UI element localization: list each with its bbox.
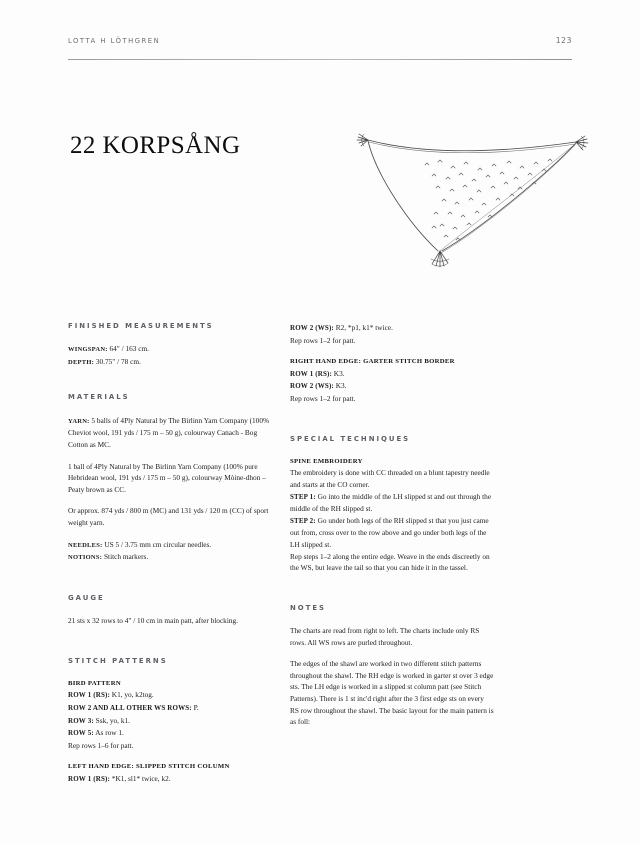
bird-pattern-block xyxy=(68,678,272,752)
materials-block xyxy=(68,415,272,564)
yarn-approx-paragraph: Or approx. 874 yds / 800 m (MC) and 131 yds / 120 m (CC) of sport weight yarn. xyxy=(68,506,269,527)
running-header xyxy=(68,36,572,58)
row-text: R2, *p1, k1* twice. xyxy=(333,323,393,332)
bird-pattern-row xyxy=(68,702,272,715)
bird-pattern-row xyxy=(68,715,272,728)
header-divider xyxy=(68,59,572,60)
row-label: ROW 2 (WS): xyxy=(290,324,334,332)
step-text: Go into the middle of the LH slipped st and out through the middle of the RH slipped st. xyxy=(290,491,492,514)
gauge-text: 21 sts x 32 rows to 4" / 10 cm in main patt, after blocking. xyxy=(68,615,238,625)
left-hand-edge-row xyxy=(68,773,272,786)
right-column xyxy=(290,322,494,728)
row-text: Ssk, yo, k1. xyxy=(93,715,130,725)
bird-pattern-row xyxy=(68,727,272,740)
row-label: ROW 1 (RS): xyxy=(290,369,332,378)
page-number: 123 xyxy=(555,36,572,45)
wingspan-line xyxy=(68,343,272,356)
left-hand-edge-row xyxy=(290,322,494,335)
spine-embroidery-intro: The embroidery is done with CC threaded on a blunt tapestry needle and starts at the CO corner. xyxy=(290,468,490,490)
page-title: 22 KORPSÅNG xyxy=(70,132,241,159)
spine-embroidery-block xyxy=(290,456,494,574)
spine-embroidery-step-2 xyxy=(290,515,494,551)
spine-embroidery-step-1 xyxy=(290,491,494,515)
notions-value: Stitch markers. xyxy=(102,552,149,562)
left-hand-edge-repeat: Rep rows 1–2 for patt. xyxy=(290,335,356,345)
yarn-cc-paragraph: 1 ball of 4Ply Natural by The Birlinn Yarn Company (100% pure Hebridean wool, 191 yds / 175 m – 50 g), colourway Mòine-dhon – Peaty brown as CC. xyxy=(68,461,266,494)
notes-paragraph: The charts are read from right to left. The charts include only RS rows. All WS rows are purled throughout. xyxy=(290,626,480,647)
bird-pattern-name: BIRD PATTERN xyxy=(68,679,121,687)
yarn-mc-paragraph xyxy=(68,415,272,451)
section-heading-stitch-patterns: STITCH PATTERNS xyxy=(68,656,168,665)
left-hand-edge-continued-block xyxy=(290,322,494,346)
bird-pattern-row xyxy=(68,689,272,702)
row-label: ROW 1 (RS): xyxy=(68,775,110,783)
header-author: LOTTA H LÖTHGREN xyxy=(68,37,161,45)
right-hand-edge-repeat: Rep rows 1–2 for patt. xyxy=(290,393,356,403)
step-label: STEP 1: xyxy=(290,492,316,501)
wingspan-label: WINGSPAN: xyxy=(68,346,108,354)
section-heading-special-techniques: SPECIAL TECHNIQUES xyxy=(290,434,411,443)
row-label: ROW 5: xyxy=(68,729,94,738)
spine-embroidery-name: SPINE EMBROIDERY xyxy=(290,457,363,465)
left-hand-edge-block xyxy=(68,761,272,785)
notions-label: NOTIONS: xyxy=(68,554,103,562)
right-hand-edge-row xyxy=(290,380,494,393)
bird-pattern-repeat: Rep rows 1–6 for patt. xyxy=(68,740,134,750)
depth-value: 30.75" / 78 cm. xyxy=(94,356,141,366)
row-text: K3. xyxy=(331,368,345,378)
shawl-illustration xyxy=(352,118,590,278)
row-label: ROW 2 (WS): xyxy=(290,382,334,391)
needles-label: NEEDLES: xyxy=(68,541,103,549)
row-label: ROW 1 (RS): xyxy=(68,691,110,700)
right-hand-edge-block xyxy=(290,356,494,404)
row-text: K3. xyxy=(333,381,347,391)
row-text: K1, yo, k2tog. xyxy=(109,690,154,700)
finished-measurements-block xyxy=(68,343,272,368)
step-text: Go under both legs of the RH slipped st that you just came out from, cross over to the row above and go under both legs of the LH slipped st. xyxy=(290,515,489,549)
step-label: STEP 2: xyxy=(290,516,316,525)
needles-value: US 5 / 3.75 mm cm circular needles. xyxy=(102,539,212,549)
right-hand-edge-row xyxy=(290,368,494,381)
spine-embroidery-outro: Rep steps 1–2 along the entire edge. Weave in the ends discreetly on the WS, but leave the tail so that you can hide it in the tassel. xyxy=(290,551,490,573)
section-heading-finished-measurements: FINISHED MEASUREMENTS xyxy=(68,322,214,330)
left-hand-edge-name: LEFT HAND EDGE: SLIPPED STITCH COLUMN xyxy=(68,763,230,771)
row-label: ROW 3: xyxy=(68,716,94,725)
depth-label: DEPTH: xyxy=(68,358,95,366)
left-column xyxy=(68,322,272,786)
notions-line xyxy=(68,551,272,564)
row-text: As row 1. xyxy=(93,728,124,738)
right-hand-edge-name: RIGHT HAND EDGE: GARTER STITCH BORDER xyxy=(290,358,455,366)
row-text: P. xyxy=(191,703,199,713)
depth-line xyxy=(68,356,272,369)
notes-paragraph: The edges of the shawl are worked in two different stitch patterns throughout the shawl. The RH edge is worked in garter st over 3 edge sts. The LH edge is worked in a slipped st column patt (see Stitch Patterns). There is 1 st inc'd right after the 3 first edge sts on every RS row throughout the shawl. The basic layout for the main pattern is as foll: xyxy=(290,659,494,727)
section-heading-gauge: GAUGE xyxy=(68,593,105,602)
section-heading-notes: NOTES xyxy=(290,603,326,612)
row-text: *K1, sl1* twice, k2. xyxy=(109,774,171,783)
section-heading-materials: MATERIALS xyxy=(68,393,130,402)
yarn-mc-text: 5 balls of 4Ply Natural by The Birlinn Yarn Company (100% Cheviot wool, 191 yds / 175 m – 50 g), colourway Canach - Bog Cotton as MC. xyxy=(68,415,270,449)
wingspan-value: 64" / 163 cm. xyxy=(107,344,149,354)
yarn-label: YARN: xyxy=(68,417,90,425)
needles-line xyxy=(68,539,272,552)
notes-block xyxy=(290,625,494,728)
row-label: ROW 2 AND ALL OTHER WS ROWS: xyxy=(68,704,192,713)
